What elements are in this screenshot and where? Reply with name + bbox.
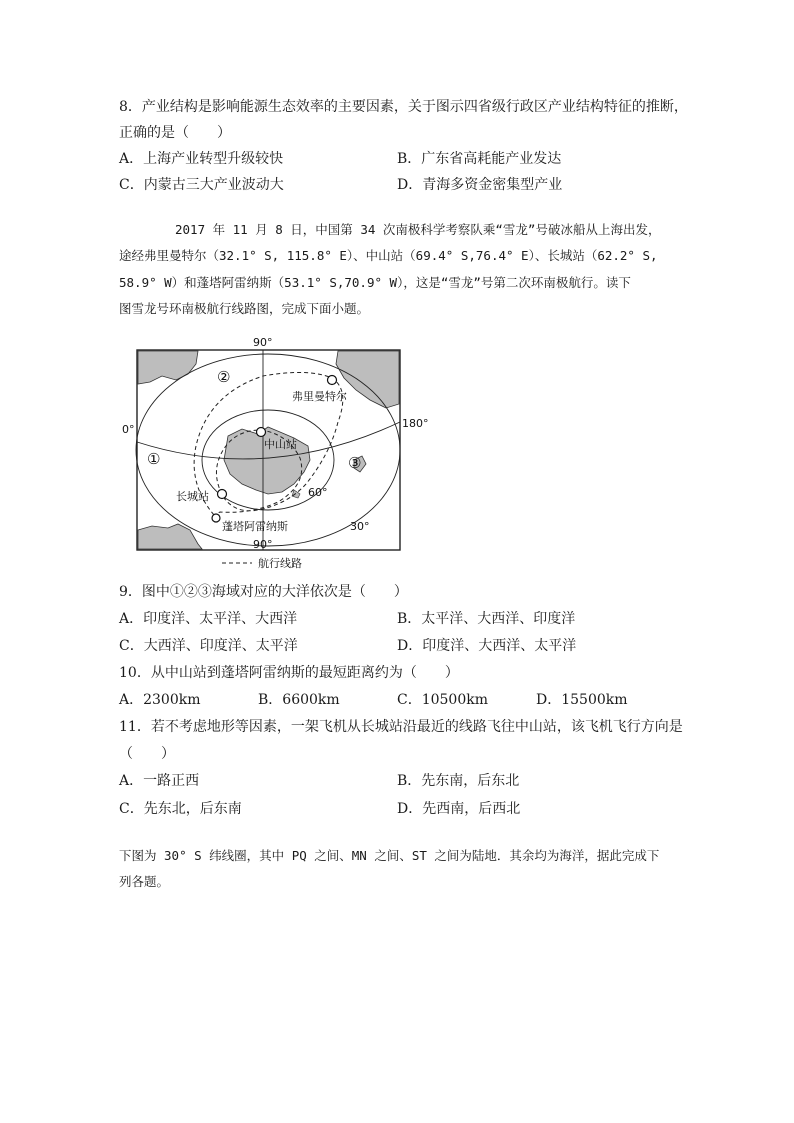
q8-option-b: B．广东省高耗能产业发达 (397, 151, 562, 167)
q11-option-b: B．先东南，后东北 (397, 773, 520, 789)
label-60: 60° (308, 486, 328, 499)
punta-marker (212, 514, 220, 522)
zhongshan-marker (257, 428, 266, 437)
q8-option-d: D．青海多资金密集型产业 (397, 177, 563, 193)
q9-option-a: A．印度洋、太平洋、大西洋 (119, 611, 298, 627)
city-punta: 蓬塔阿雷纳斯 (222, 520, 288, 533)
passage2-line1: 下图为 30° S 纬线圈，其中 PQ 之间、MN 之间、ST 之间为陆地．其余均为海洋，据此完成下 (119, 848, 660, 863)
passage1-line3: 58.9° W）和蓬塔阿雷纳斯（53.1° S,70.9° W），这是“雪龙”号第二次环南极航行。读下 (119, 275, 631, 290)
city-zhongshan: 中山站 (264, 438, 297, 451)
q9-option-b: B．太平洋、大西洋、印度洋 (397, 611, 576, 627)
label-90-top: 90° (253, 336, 273, 349)
q8-stem-line2: 正确的是（ ） (119, 125, 231, 141)
antarctic-route-map (118, 334, 429, 576)
q10-option-d: D．15500km (536, 692, 628, 708)
q10-option-c: C．10500km (397, 692, 489, 708)
q8-option-c: C．内蒙古三大产业波动大 (119, 177, 284, 193)
label-30: 30° (350, 520, 370, 533)
passage1-line1: 2017 年 11 月 8 日，中国第 34 次南极科学考察队乘“雪龙”号破冰船从上海出发， (175, 222, 661, 237)
q8-option-a: A．上海产业转型升级较快 (119, 151, 284, 167)
q11-stem-line1: 11．若不考虑地形等因素，一架飞机从长城站沿最近的线路飞往中山站，该飞机飞行方向是 (119, 719, 683, 735)
q11-option-a: A．一路正西 (119, 773, 200, 789)
fremantle-marker (328, 376, 337, 385)
q9-option-c: C．大西洋、印度洋、太平洋 (119, 638, 298, 654)
legend-label: 航行线路 (258, 557, 302, 570)
q9-stem: 9．图中①②③海域对应的大洋依次是（ ） (119, 584, 408, 600)
changcheng-marker (218, 490, 227, 499)
city-fremantle: 弗里曼特尔 (292, 390, 347, 403)
q9-option-d: D．印度洋、大西洋、太平洋 (397, 638, 577, 654)
passage2-line2: 列各题。 (119, 874, 170, 889)
label-0: 0° (122, 423, 135, 436)
q10-option-b: B．6600km (258, 692, 340, 708)
label-180: 180° (402, 417, 429, 430)
q11-option-c: C．先东北，后东南 (119, 801, 242, 817)
q11-stem-line2: （ ） (119, 746, 175, 762)
q8-stem-line1: 8．产业结构是影响能源生态效率的主要因素，关于图示四省级行政区产业结构特征的推断， (119, 99, 688, 115)
passage1-line2: 途经弗里曼特尔（32.1° S, 115.8° E）、中山站（69.4° S,76.4° E）、长城站（62.2° S, (119, 248, 658, 263)
q10-option-a: A．2300km (119, 692, 201, 708)
passage1-line4: 图雪龙号环南极航行线路图，完成下面小题。 (119, 301, 370, 316)
region-3: ③ (348, 454, 362, 472)
region-2: ② (217, 368, 231, 386)
region-1: ① (147, 450, 161, 468)
city-changcheng: 长城站 (176, 490, 209, 503)
label-90-bottom: 90° (253, 538, 273, 551)
q10-stem: 10．从中山站到蓬塔阿雷纳斯的最短距离约为（ ） (119, 665, 459, 681)
q11-option-d: D．先西南，后西北 (397, 801, 521, 817)
